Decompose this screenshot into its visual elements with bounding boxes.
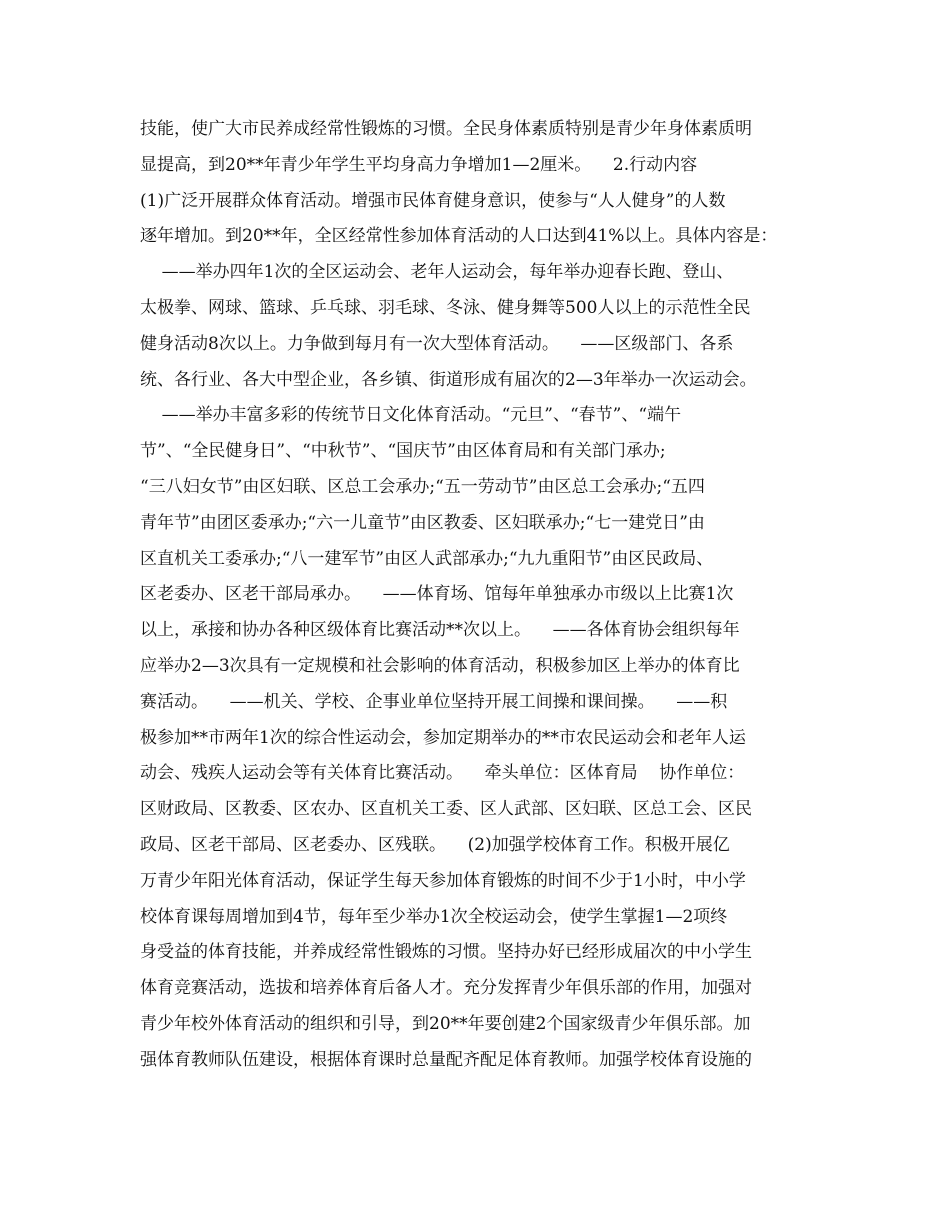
text-line: 校体育课每周增加到4节，每年至少举办1次全校运动会，使学生掌握1—2项终 <box>140 906 728 927</box>
text-line: 逐年增加。到20**年，全区经常性参加体育活动的人口达到41%以上。具体内容是： <box>140 226 778 247</box>
text-line: 应举办2—3次具有一定规模和社会影响的体育活动，积极参加区上举办的体育比 <box>140 655 740 676</box>
text-line: 区直机关工委承办;“八一建军节”由区人武部承办;“九九重阳节”由区民政局、 <box>140 548 714 569</box>
text-line: (1)广泛开展群众体育活动。增强市民体育健身意识，使参与“人人健身”的人数 <box>140 190 726 211</box>
text-line: 强体育教师队伍建设，根据体育课时总量配齐配足体育教师。加强学校体育设施的 <box>140 1049 752 1070</box>
text-line: 赛活动。 ——机关、学校、企事业单位坚持开展工间操和课间操。 ——积 <box>140 691 728 712</box>
text-line: 青少年校外体育活动的组织和引导，到20**年要创建2个国家级青少年俱乐部。加 <box>140 1013 751 1034</box>
text-line: 动会、残疾人运动会等有关体育比赛活动。 牵头单位：区体育局 协作单位： <box>140 763 745 784</box>
text-line: 体育竞赛活动，选拔和培养体育后备人才。充分发挥青少年俱乐部的作用，加强对 <box>140 978 752 999</box>
text-line: 统、各行业、各大中型企业，各乡镇、街道形成有届次的2—3年举办一次运动会。 <box>140 369 757 390</box>
body-text <box>140 112 830 1079</box>
text-line: ——举办四年1次的全区运动会、老年人运动会，每年举办迎春长跑、登山、 <box>140 262 734 283</box>
text-line: 以上，承接和协办各种区级体育比赛活动**次以上。 ——各体育协会组织每年 <box>140 620 740 641</box>
text-line: 万青少年阳光体育活动，保证学生每天参加体育锻炼的时间不少于1小时，中小学 <box>140 870 746 891</box>
text-line: 政局、区老干部局、区老委办、区残联。 (2)加强学校体育工作。积极开展亿 <box>140 834 730 855</box>
text-line: 区财政局、区教委、区农办、区直机关工委、区人武部、区妇联、区总工会、区民 <box>140 799 752 820</box>
text-line: 技能，使广大市民养成经常性锻炼的习惯。全民身体素质特别是青少年身体素质明 <box>140 119 752 139</box>
text-line: 青年节”由团区委承办;“六一儿童节”由区教委、区妇联承办;“七一建党日”由 <box>140 512 705 533</box>
text-line: 节”、“全民健身日”、“中秋节”、“国庆节”由区体育局和有关部门承办; <box>140 441 666 462</box>
text-line: 健身活动8次以上。力争做到每月有一次大型体育活动。 ——区级部门、各系 <box>140 333 734 354</box>
text-line: 显提高，到20**年青少年学生平均身高力争增加1—2厘米。 2.行动内容 <box>140 154 698 175</box>
text-line: “三八妇女节”由区妇联、区总工会承办;“五一劳动节”由区总工会承办;“五四 <box>140 476 705 497</box>
text-line: 区老委办、区老干部局承办。 ——体育场、馆每年单独承办市级以上比赛1次 <box>140 584 734 605</box>
text-line: 太极拳、网球、篮球、乒乓球、羽毛球、冬泳、健身舞等500人以上的示范性全民 <box>140 297 751 318</box>
text-line: 极参加**市两年1次的综合性运动会，参加定期举办的**市农民运动会和老年人运 <box>140 727 746 748</box>
text-line: 身受益的体育技能，并养成经常性锻炼的习惯。坚持办好已经形成届次的中小学生 <box>140 942 752 963</box>
text-line: ——举办丰富多彩的传统节日文化体育活动。“元旦”、“春节”、“端午 <box>140 405 682 426</box>
